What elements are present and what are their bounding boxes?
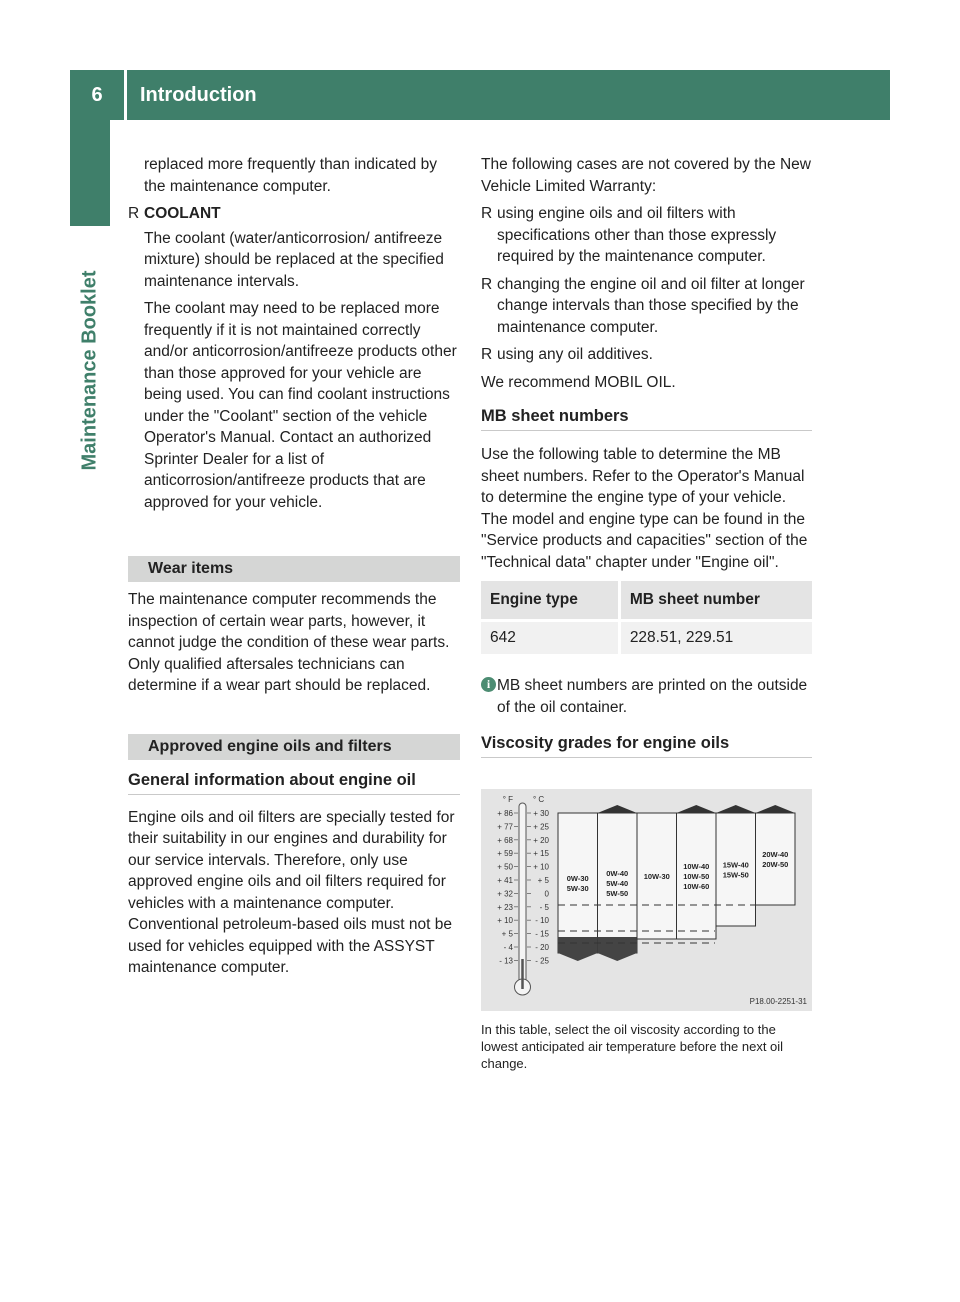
fahrenheit-tick-label: + 41 [497,876,513,885]
mb-sheet-table [481,581,812,654]
fahrenheit-tick-label: + 68 [497,835,513,845]
wear-items-paragraph: The maintenance computer recommends the inspection of certain wear parts, however, it cannot judge the condition of these wear parts. Only qualified aftersales technicians can determine if a wear part should be replaced. [128,591,450,694]
grade-label: 0W-40 [606,869,629,878]
celsius-tick-label: - 15 [535,929,549,939]
fahrenheit-tick-label: + 86 [497,809,513,818]
grade-label: 5W-50 [606,889,629,898]
grade-arrow-down [558,953,598,961]
celsius-unit: ° C [533,795,545,804]
info-note [481,675,812,718]
table-cell: 642 [481,621,619,655]
table-header-cell: MB sheet number [619,581,812,621]
warranty-intro: The following cases are not covered by the New Vehicle Limited Warranty: [481,156,811,195]
grade-label: 5W-40 [606,879,629,888]
celsius-tick-label: + 25 [533,822,549,832]
celsius-tick-label: - 10 [535,916,549,926]
celsius-tick-label: + 5 [537,876,549,885]
header-divider [124,70,127,120]
bullet-text: using any oil additives. [497,346,653,363]
coolant-paragraph-1: The coolant (water/anticorrosion/ antifreeze mixture) should be replaced at the specified maintenance intervals. [144,229,444,290]
grade-arrow-up [598,805,638,813]
bullet-mark: R [481,346,493,363]
wear-items-heading: Wear items [128,556,460,582]
approved-oils-heading: Approved engine oils and filters [128,734,460,760]
grade-label: 15W-40 [722,860,749,870]
side-tab [70,120,110,226]
celsius-tick-label: - 20 [535,943,549,952]
grade-extension [598,937,638,953]
fahrenheit-tick-label: + 50 [497,862,513,872]
celsius-tick-label: + 15 [533,849,549,859]
celsius-tick-label: + 20 [533,835,549,845]
viscosity-figure [481,789,812,1011]
grade-arrow-up [756,805,796,813]
general-info-paragraph: Engine oils and oil filters are specially tested for their suitability in our engines and durability for our service intervals. Therefore, only use approved engine oils and oil filters required for vehicles with a maintenance computer. Conventional petroleum-based oils must not be used for vehicles equipped with the ASSYST maintenance computer. [128,808,455,976]
mb-sheet-paragraph: Use the following table to determine the MB sheet numbers. Refer to the Operator's Manual to determine the engine type of your vehicle. The model and engine type can be found in the "Service products and capacities" section of the "Technical data" chapter under "Engine oil". [481,446,808,571]
viscosity-heading: Viscosity grades for engine oils [481,732,812,758]
fahrenheit-tick-label: + 59 [497,849,513,859]
fahrenheit-unit: ° F [502,795,513,804]
grade-label: 10W-40 [683,862,710,871]
figure-code: P18.00-2251-31 [749,997,807,1006]
grade-bar [558,813,598,953]
bullet-mark: R [481,275,493,293]
bullet-text: changing the engine oil and oil filter at longer change intervals than those specified by the maintenance computer. [497,275,805,336]
fahrenheit-tick-label: + 23 [497,902,513,912]
grade-label: 10W-50 [683,872,710,881]
thermometer-tube [519,803,526,983]
fahrenheit-tick-label: + 77 [497,822,513,832]
bullet-mark: R [481,205,493,222]
coolant-bullet [128,203,460,225]
grade-label: 10W-60 [683,882,710,891]
grade-label: 15W-50 [722,870,749,880]
warranty-bullet [481,344,812,366]
right-column [481,154,812,758]
grade-label: 10W-30 [643,872,670,881]
table-cell: 228.51, 229.51 [619,621,812,655]
fahrenheit-tick-label: + 5 [501,929,513,939]
grade-bar [716,813,756,926]
celsius-tick-label: + 10 [533,862,549,872]
grade-arrow-up [677,805,717,813]
figure-caption: In this table, select the oil viscosity according to the lowest anticipated air temperature before the next oil change. [481,1022,784,1071]
fahrenheit-tick-label: - 4 [503,943,513,952]
general-info-heading: General information about engine oil [128,769,460,795]
info-icon: i [481,677,496,692]
bullet-text: using engine oils and oil filters with specifications other than those expressly required by the maintenance computer. [497,205,777,265]
chapter-title: Introduction [140,84,257,106]
grade-arrow-up [716,805,756,813]
fahrenheit-tick-label: - 13 [499,956,513,966]
grade-label: 20W-40 [762,850,789,859]
side-label [70,240,110,500]
recommendation: We recommend MOBIL OIL. [481,373,676,391]
page-number: 6 [91,84,103,106]
viscosity-chart [481,789,812,1011]
celsius-tick-label: - 25 [535,956,549,966]
table-row [481,621,812,655]
fahrenheit-tick-label: + 10 [497,916,513,926]
table-header-cell: Engine type [481,581,619,621]
celsius-tick-label: - 5 [539,902,549,912]
grade-label: 20W-50 [762,860,789,869]
coolant-title: COOLANT [144,205,221,222]
continued-paragraph: replaced more frequently than indicated by the maintenance computer. [144,156,437,195]
info-note-text: MB sheet numbers are printed on the outside of the oil container. [497,677,808,716]
grade-label: 5W-30 [566,884,589,893]
celsius-tick-label: 0 [544,889,549,899]
grade-label: 0W-30 [566,874,589,883]
warranty-bullet [481,274,812,339]
grade-arrow-down [598,953,638,961]
mb-sheet-heading: MB sheet numbers [481,405,812,431]
grade-bar [756,813,796,905]
celsius-tick-label: + 30 [533,809,549,818]
fahrenheit-tick-label: + 32 [497,889,513,899]
left-column [128,154,460,985]
warranty-bullet [481,203,812,268]
coolant-paragraph-2: The coolant may need to be replaced more frequently if it is not maintained correctly and/or anticorrosion/antifreeze products other than those approved for your vehicle are being used. You can find coolant instructions under the "Coolant" section of the vehicle Operator's Manual. Contact an authorized Sprinter Dealer for a list of anticorrosion/antifreeze products that are approved for your vehicle. [144,300,457,511]
grade-extension [558,937,598,953]
table-header-row [481,581,812,621]
bullet-mark: R [128,205,140,222]
side-label-text: Maintenance Booklet [78,269,101,471]
